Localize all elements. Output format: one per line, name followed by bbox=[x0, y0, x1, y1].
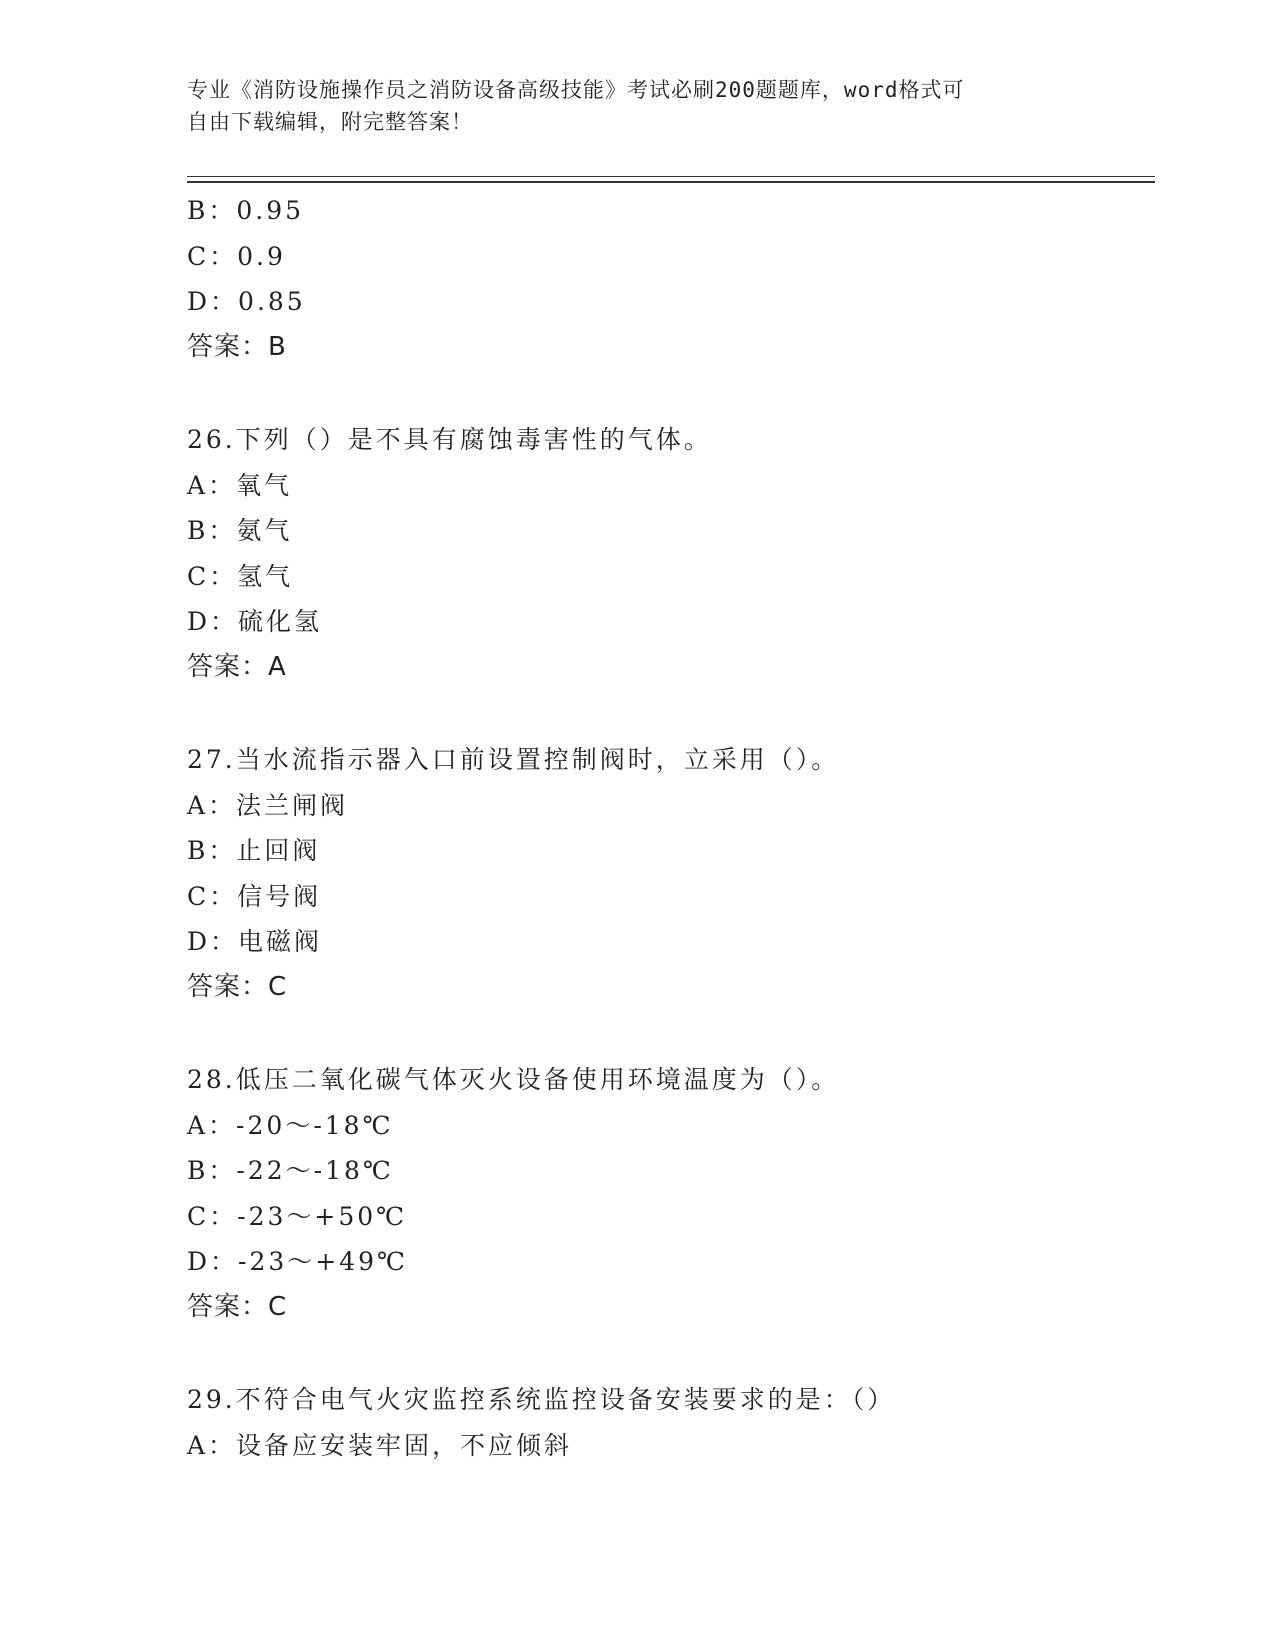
option-d: D：0.85 bbox=[187, 287, 306, 316]
question-text: 29.不符合电气火灾监控系统监控设备安装要求的是：（） bbox=[187, 1385, 896, 1414]
option-c: C：-23～+50℃ bbox=[187, 1201, 408, 1231]
question-29 bbox=[187, 1377, 1155, 1468]
question-25 bbox=[187, 188, 1155, 370]
option-b: B：止回阀 bbox=[187, 836, 321, 865]
question-text: 27.当水流指示器入口前设置控制阀时，立采用（）。 bbox=[187, 745, 840, 774]
question-text: 26.下列（）是不具有腐蚀毒害性的气体。 bbox=[187, 425, 712, 454]
option-c: C：氢气 bbox=[187, 561, 294, 591]
answer: 答案：A bbox=[187, 651, 287, 682]
answer: 答案：C bbox=[187, 971, 288, 1002]
spacer bbox=[187, 1330, 1155, 1377]
question-27 bbox=[187, 737, 1155, 1010]
document-header bbox=[187, 74, 1087, 138]
spacer bbox=[187, 1010, 1155, 1057]
spacer bbox=[187, 370, 1155, 417]
option-d: D：电磁阀 bbox=[187, 927, 323, 956]
answer: 答案：C bbox=[187, 1291, 288, 1322]
header-divider-thick bbox=[187, 181, 1155, 183]
option-d: D：硫化氢 bbox=[187, 607, 323, 636]
question-28 bbox=[187, 1057, 1155, 1330]
option-d: D：-23～+49℃ bbox=[187, 1247, 409, 1276]
option-b: B：氨气 bbox=[187, 516, 293, 545]
spacer bbox=[187, 690, 1155, 737]
answer: 答案：B bbox=[187, 331, 287, 362]
option-b: B：0.95 bbox=[187, 196, 305, 225]
option-a: A：氧气 bbox=[187, 470, 293, 500]
question-text: 28.低压二氧化碳气体灭火设备使用环境温度为（）。 bbox=[187, 1065, 840, 1094]
option-a: A：-20～-18℃ bbox=[187, 1110, 394, 1140]
header-title-line-2: 自由下载编辑，附完整答案！ bbox=[187, 110, 473, 134]
header-divider-thin bbox=[187, 176, 1155, 177]
option-c: C：0.9 bbox=[187, 241, 286, 271]
option-c: C：信号阀 bbox=[187, 881, 322, 911]
option-b: B：-22～-18℃ bbox=[187, 1156, 394, 1185]
question-26 bbox=[187, 417, 1155, 690]
option-a: A：设备应安装牢固，不应倾斜 bbox=[187, 1430, 573, 1460]
option-a: A：法兰闸阀 bbox=[187, 790, 349, 820]
header-title-line-1: 专业《消防设施操作员之消防设备高级技能》考试必刷200题题库，word格式可 bbox=[187, 78, 965, 102]
question-list bbox=[187, 188, 1155, 1468]
